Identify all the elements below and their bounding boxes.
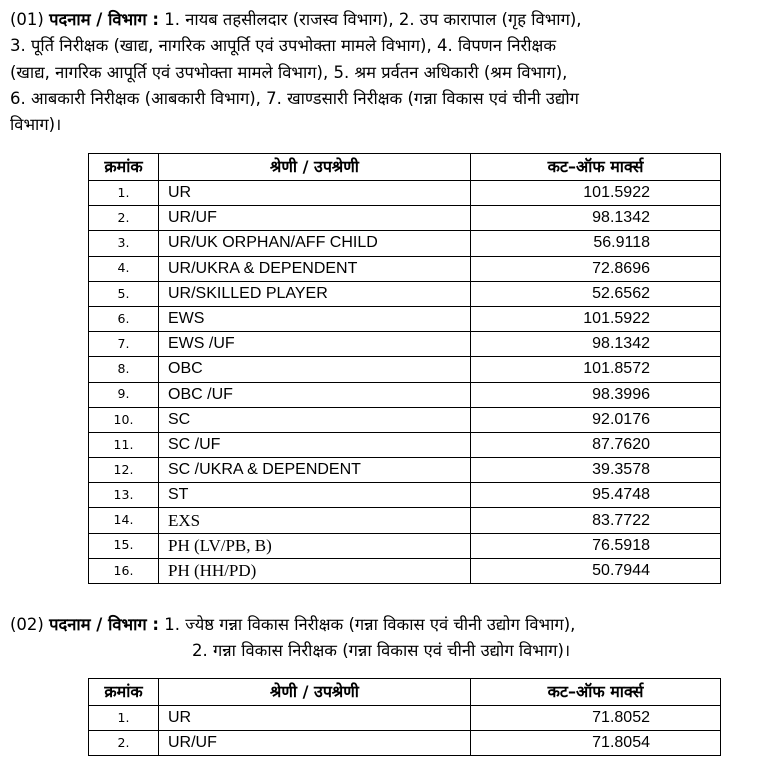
row-cutoff: 87.7620 xyxy=(471,432,721,457)
header-serial: क्रमांक xyxy=(89,154,159,181)
cutoff-table-1 xyxy=(88,153,721,584)
cutoff-table-2 xyxy=(88,678,721,756)
row-category: UR/UF xyxy=(159,731,471,756)
row-category: OBC xyxy=(159,357,471,382)
row-serial: 9. xyxy=(89,382,159,407)
row-category: EWS /UF xyxy=(159,332,471,357)
row-serial: 13. xyxy=(89,483,159,508)
row-cutoff: 101.5922 xyxy=(471,181,721,206)
table-row xyxy=(89,558,721,583)
section-1-number: (01) xyxy=(10,10,44,29)
row-category: UR xyxy=(159,706,471,731)
section-2-text xyxy=(10,612,768,665)
row-cutoff: 98.1342 xyxy=(471,206,721,231)
row-cutoff: 52.6562 xyxy=(471,281,721,306)
header-cutoff: कट–ऑफ मार्क्स xyxy=(471,154,721,181)
section-2-line-text: 1. ज्येष्ठ गन्ना विकास निरीक्षक (गन्ना विकास एवं चीनी उद्योग विभाग), xyxy=(164,615,576,634)
row-category: PH (LV/PB, B) xyxy=(159,533,471,558)
table-row xyxy=(89,432,721,457)
table-row xyxy=(89,256,721,281)
table-header-row xyxy=(89,679,721,706)
header-serial: क्रमांक xyxy=(89,679,159,706)
table-row xyxy=(89,332,721,357)
section-1-text xyxy=(10,7,768,138)
section-1-line-1 xyxy=(10,7,768,33)
row-cutoff: 101.5922 xyxy=(471,306,721,331)
row-serial: 1. xyxy=(89,181,159,206)
row-serial: 3. xyxy=(89,231,159,256)
table-row xyxy=(89,483,721,508)
row-serial: 1. xyxy=(89,706,159,731)
row-serial: 4. xyxy=(89,256,159,281)
section-2-line-1 xyxy=(10,612,768,638)
section-2-label: पदनाम / विभाग : xyxy=(49,615,160,634)
table-row xyxy=(89,382,721,407)
row-cutoff: 92.0176 xyxy=(471,407,721,432)
table-row xyxy=(89,731,721,756)
row-cutoff: 39.3578 xyxy=(471,458,721,483)
row-serial: 16. xyxy=(89,558,159,583)
section-2-number: (02) xyxy=(10,615,44,634)
row-cutoff: 98.3996 xyxy=(471,382,721,407)
row-serial: 10. xyxy=(89,407,159,432)
section-1-line-5: विभाग)। xyxy=(10,115,62,135)
row-cutoff: 72.8696 xyxy=(471,256,721,281)
row-category: UR/UF xyxy=(159,206,471,231)
table-row xyxy=(89,458,721,483)
section-1-label: पदनाम / विभाग : xyxy=(49,10,160,29)
row-category: UR/UK ORPHAN/AFF CHILD xyxy=(159,231,471,256)
row-category: EWS xyxy=(159,306,471,331)
table-row xyxy=(89,508,721,533)
row-serial: 2. xyxy=(89,731,159,756)
table-row xyxy=(89,407,721,432)
section-1-line-2: 3. पूर्ति निरीक्षक (खाद्य, नागरिक आपूर्ति एवं उपभोक्ता मामले विभाग), 4. विपणन निरीक्षक xyxy=(10,36,557,56)
row-serial: 14. xyxy=(89,508,159,533)
row-serial: 15. xyxy=(89,533,159,558)
row-serial: 5. xyxy=(89,281,159,306)
table-row xyxy=(89,533,721,558)
table-row xyxy=(89,206,721,231)
row-serial: 6. xyxy=(89,306,159,331)
row-category: ST xyxy=(159,483,471,508)
row-category: OBC /UF xyxy=(159,382,471,407)
row-category: SC /UKRA & DEPENDENT xyxy=(159,458,471,483)
section-1-line-3: (खाद्य, नागरिक आपूर्ति एवं उपभोक्ता मामले विभाग), 5. श्रम प्रर्वतन अधिकारी (श्रम विभाग), xyxy=(10,62,568,82)
row-cutoff: 56.9118 xyxy=(471,231,721,256)
row-cutoff: 50.7944 xyxy=(471,558,721,583)
table-row xyxy=(89,231,721,256)
row-category: UR xyxy=(159,181,471,206)
table-row xyxy=(89,357,721,382)
row-category: SC xyxy=(159,407,471,432)
table-row xyxy=(89,306,721,331)
header-cutoff: कट–ऑफ मार्क्स xyxy=(471,679,721,706)
row-serial: 2. xyxy=(89,206,159,231)
row-cutoff: 76.5918 xyxy=(471,533,721,558)
table-row xyxy=(89,706,721,731)
header-category: श्रेणी / उपश्रेणी xyxy=(159,679,471,706)
row-cutoff: 83.7722 xyxy=(471,508,721,533)
row-serial: 8. xyxy=(89,357,159,382)
table-row xyxy=(89,281,721,306)
row-serial: 7. xyxy=(89,332,159,357)
row-serial: 12. xyxy=(89,458,159,483)
row-cutoff: 101.8572 xyxy=(471,357,721,382)
row-category: UR/UKRA & DEPENDENT xyxy=(159,256,471,281)
row-category: UR/SKILLED PLAYER xyxy=(159,281,471,306)
row-category: PH (HH/PD) xyxy=(159,558,471,583)
section-1-line-4: 6. आबकारी निरीक्षक (आबकारी विभाग), 7. खाण्डसारी निरीक्षक (गन्ना विकास एवं चीनी उद्योग xyxy=(10,88,579,108)
row-serial: 11. xyxy=(89,432,159,457)
header-category: श्रेणी / उपश्रेणी xyxy=(159,154,471,181)
row-cutoff: 98.1342 xyxy=(471,332,721,357)
section-2-line-2: 2. गन्ना विकास निरीक्षक (गन्ना विकास एवं चीनी उद्योग विभाग)। xyxy=(192,641,571,661)
row-category: SC /UF xyxy=(159,432,471,457)
table-row xyxy=(89,181,721,206)
row-cutoff: 71.8052 xyxy=(471,706,721,731)
row-cutoff: 71.8054 xyxy=(471,731,721,756)
section-1-line-text: 1. नायब तहसीलदार (राजस्व विभाग), 2. उप कारापाल (गृह विभाग), xyxy=(164,10,582,29)
table-header-row xyxy=(89,154,721,181)
row-cutoff: 95.4748 xyxy=(471,483,721,508)
row-category: EXS xyxy=(159,508,471,533)
